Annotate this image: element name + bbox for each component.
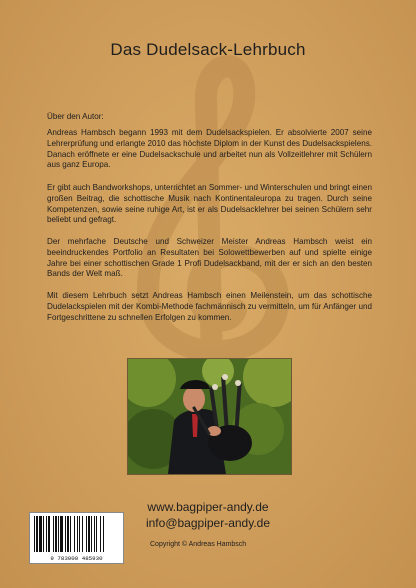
isbn-number: 9 783000 485930 bbox=[50, 555, 103, 562]
page-title: Das Dudelsack-Lehrbuch bbox=[110, 40, 306, 59]
paragraph-3: Der mehrfache Deutsche und Schweizer Meister Andreas Hambsch weist ein beeindruckendes Portfolio an Resultaten bei Solowettbewerben auf und spielte einige Jahre bei einer schottischen Grade 1 Profi Dudelsackband, mit der er sich an den besten Bands der Welt maß. bbox=[47, 237, 372, 279]
website-link[interactable]: www.bagpiper-andy.de bbox=[147, 500, 269, 514]
author-photo bbox=[127, 358, 292, 475]
about-heading: Über den Autor: bbox=[47, 112, 104, 121]
copyright-notice: Copyright © Andreas Hambsch bbox=[150, 541, 247, 548]
paragraph-2: Er gibt auch Bandworkshops, unterrichtet an Sommer- und Winterschulen und bringt einen großen Beitrag, die schottische Musik nach Kontinentaleuropa zu tragen. Durch seine Kompetenzen, sowie seine ruhige Art, ist er als Dudelsacklehrer bei seinen Schülern sehr beliebt und gefragt. bbox=[47, 183, 372, 225]
email-link[interactable]: info@bagpiper-andy.de bbox=[145, 516, 271, 530]
isbn-barcode bbox=[29, 512, 124, 564]
paragraph-4: Mit diesem Lehrbuch setzt Andreas Hambsch einen Meilenstein, um das schottische Dudelackspielen mit der Kombi-Methode fachmännisch zu vermitteln, um für Anfänger und Fortgeschrittene zu schnellen Erfolgen zu kommen. bbox=[47, 291, 372, 322]
paragraph-1: Andreas Hambsch begann 1993 mit dem Dudelsackspielen. Er absolvierte 2007 seine Lehrerprüfung und erlangte 2010 das höchste Diplom in der Kunst des Dudelsackspielens. Danach eröffnete er eine Dudelsackschule und arbeitet nun als Vollzeitlehrer mit Schülern aus ganz Europa. bbox=[47, 128, 372, 170]
